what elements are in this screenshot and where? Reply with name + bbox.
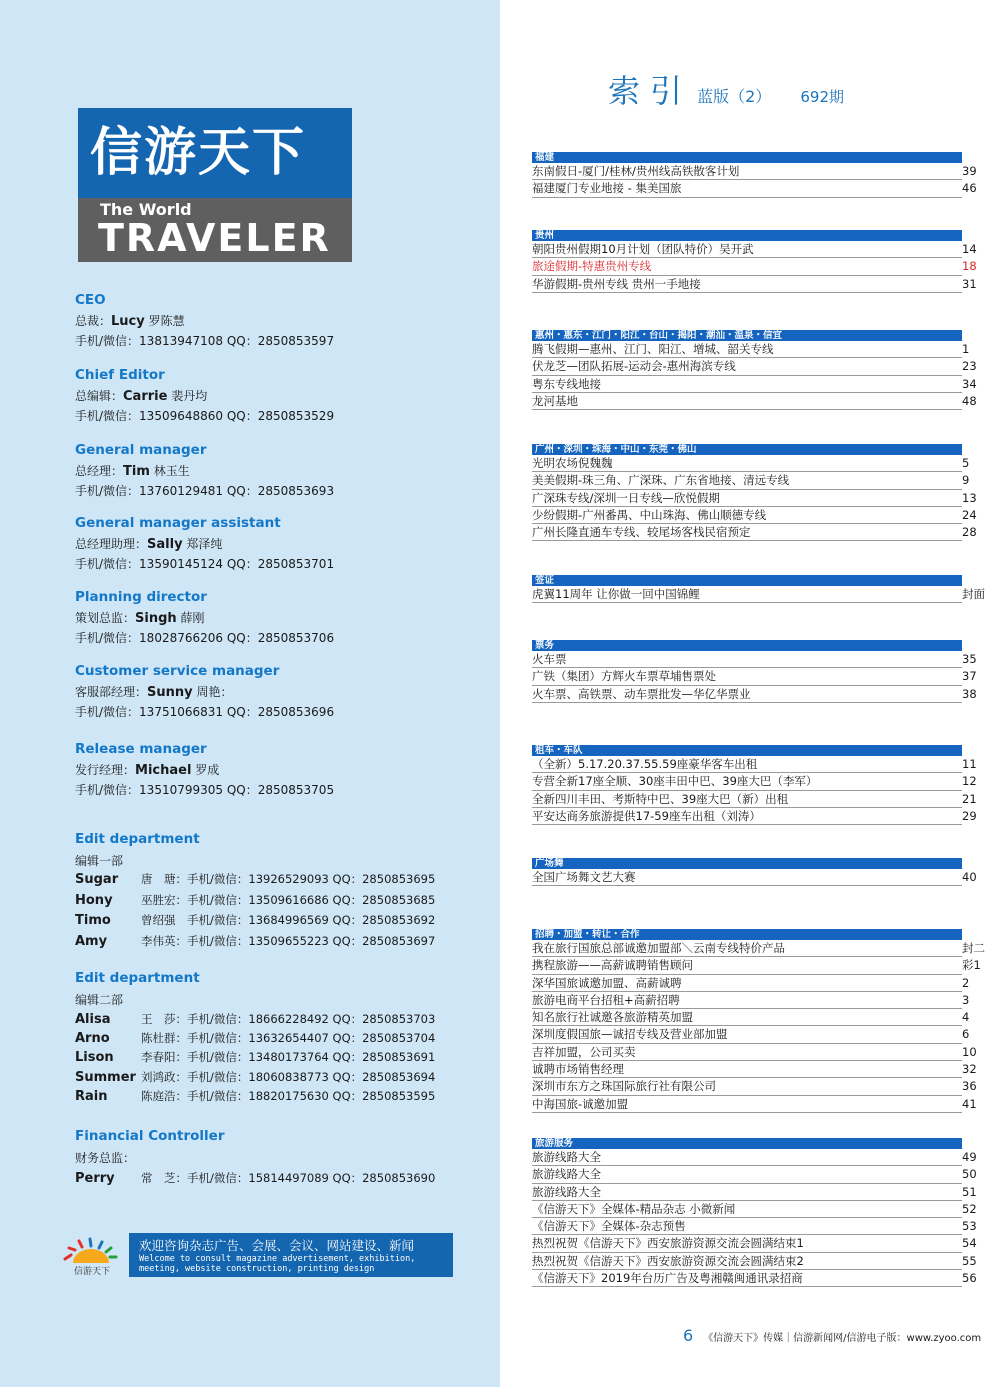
index-entry[interactable] — [532, 455, 970, 472]
entry-title: 旅游线路大全 — [532, 1184, 601, 1199]
page-title — [608, 66, 844, 112]
index-entry[interactable] — [532, 507, 977, 524]
entry-page: 48 — [962, 393, 977, 408]
entry-page: 38 — [962, 686, 977, 701]
title-issue: 692期 — [800, 88, 845, 106]
index-entry[interactable] — [532, 490, 977, 507]
member-info: 陈庭浩：手机/微信：18820175630 QQ：2850853595 — [141, 1088, 436, 1103]
category-header: 招聘・加盟・转让・合作 — [532, 929, 962, 940]
page-footer — [683, 1326, 981, 1345]
index-entry[interactable] — [532, 393, 977, 410]
entry-page: 3 — [962, 992, 970, 1007]
finance-title: Financial Controller — [75, 1128, 225, 1144]
entry-page: 24 — [962, 507, 977, 522]
index-entry[interactable] — [532, 1218, 977, 1235]
member-row — [75, 912, 435, 928]
entry-title: 东南假日-厦门/桂林/贵州线高铁散客计划 — [532, 164, 740, 178]
member-name: Amy — [75, 933, 108, 949]
entry-title: 广深珠专线/深圳一日专线—欣悦假期 — [532, 490, 720, 505]
entry-page: 21 — [962, 791, 977, 806]
member-row — [75, 1049, 435, 1065]
page-number: 6 — [683, 1326, 694, 1345]
index-entry[interactable] — [532, 1149, 977, 1166]
entry-page: 36 — [962, 1079, 977, 1094]
index-entry[interactable] — [532, 1166, 977, 1183]
member-info: 李伟英：手机/微信：13509655223 QQ：2850853697 — [141, 933, 436, 948]
finance-member — [75, 1170, 435, 1186]
entry-title: 旅途假期-特惠贵州专线 — [532, 259, 652, 274]
index-entry[interactable] — [532, 686, 977, 703]
entry-page: 4 — [962, 1010, 970, 1025]
member-name: Summer — [75, 1069, 136, 1085]
member-info: 刘鸿政：手机/微信：18060838773 QQ：2850853694 — [141, 1069, 436, 1084]
category-header: 租车・车队 — [532, 745, 962, 756]
entry-page: 52 — [962, 1201, 977, 1216]
entry-title: 朝阳贵州假期10月计划（团队特价）吴开武 — [532, 242, 754, 256]
category-header: 广州・深圳・珠海・中山・东莞・佛山 — [532, 444, 962, 455]
staff-role-line: 发行经理：Michael 罗成 — [75, 763, 220, 778]
index-entry[interactable] — [532, 773, 977, 790]
entry-page: 13 — [962, 490, 977, 505]
entry-page: 53 — [962, 1219, 977, 1234]
entry-title: 少纷假期-广州番禺、中山珠海、佛山顺德专线 — [532, 507, 767, 522]
entry-title: 旅游电商平台招租+高薪招聘 — [532, 992, 680, 1007]
staff-role-line: 总经理：Tim 林玉生 — [75, 464, 190, 479]
index-entry[interactable] — [532, 808, 977, 825]
staff-role-line: 总编辑：Carrie 裴丹均 — [75, 389, 208, 404]
entry-page: 18 — [962, 259, 977, 274]
magazine-logo — [78, 108, 352, 262]
index-entry[interactable] — [532, 341, 970, 358]
member-row — [75, 1088, 435, 1104]
entry-title: 旅游线路大全 — [532, 1167, 601, 1182]
entry-page: 9 — [962, 473, 970, 488]
index-entry[interactable] — [532, 651, 977, 668]
staff-title: Planning director — [75, 589, 207, 605]
index-entry[interactable] — [532, 975, 970, 992]
index-entry[interactable] — [532, 376, 977, 393]
member-name: Arno — [75, 1031, 110, 1047]
logo-line2: TRAVELER — [98, 216, 331, 260]
entry-page: 6 — [962, 1027, 970, 1042]
title-main: 索引 — [608, 72, 693, 110]
index-category — [532, 330, 977, 410]
entry-title: 深圳市东方之珠国际旅行社有限公司 — [532, 1079, 716, 1094]
entry-title: 广州长隆直通车专线、较尾场客栈民宿预定 — [532, 525, 751, 540]
entry-title: 粤东专线地接 — [532, 376, 601, 391]
member-row — [75, 1011, 435, 1027]
entry-page: 40 — [962, 870, 977, 884]
index-category — [532, 1138, 977, 1287]
member-info: 曾绍强 手机/微信：13684996569 QQ：2850853692 — [141, 913, 436, 927]
entry-title: 腾飞假期—惠州、江门、阳江、增城、韶关专线 — [532, 342, 774, 356]
index-entry[interactable] — [532, 1078, 977, 1095]
entry-title: 全新四川丰田、考斯特中巴、39座大巴（新）出租 — [532, 791, 789, 806]
member-info: 李春阳：手机/微信：13480173764 QQ：2850853691 — [141, 1050, 436, 1065]
entry-title: 全国广场舞文艺大赛 — [532, 870, 636, 884]
entry-page: 29 — [962, 808, 977, 823]
edit2-title: Edit department — [75, 970, 200, 986]
entry-page: 28 — [962, 525, 977, 540]
index-entry[interactable] — [532, 940, 985, 957]
ad-text-en: Welcome to consult magazine advertisement, exhibition, meeting, website construction, printing design — [139, 1254, 416, 1274]
entry-title: 广铁（集团）方辉火车票草埔售票处 — [532, 669, 716, 684]
edit2-sub: 编辑二部 — [75, 993, 124, 1007]
entry-title: 美美假期-珠三角、广深珠、广东省地接、清远专线 — [532, 473, 790, 488]
entry-title: 福建厦门专业地接 - 集美国旅 — [532, 181, 682, 196]
index-category — [532, 152, 977, 198]
entry-page: 1 — [962, 342, 970, 356]
entry-page: 37 — [962, 669, 977, 684]
index-entry[interactable] — [532, 1026, 970, 1043]
member-info: 巫胜宏：手机/微信：13509616686 QQ：2850853685 — [141, 892, 436, 907]
index-category — [532, 858, 977, 886]
entry-page: 39 — [962, 164, 977, 178]
index-category — [532, 230, 977, 293]
index-entry[interactable] — [532, 756, 977, 773]
member-name: Hony — [75, 892, 113, 908]
staff-name: Carrie — [123, 389, 168, 404]
entry-page: 23 — [962, 359, 977, 374]
ad-text-cn: 欢迎咨询杂志广告、会展、会议、网站建设、新闻 — [139, 1238, 415, 1253]
index-entry[interactable] — [532, 1061, 977, 1078]
member-name: Lison — [75, 1050, 114, 1066]
edit1-title: Edit department — [75, 831, 200, 847]
entry-page: 46 — [962, 181, 977, 196]
index-category — [532, 640, 977, 703]
entry-page: 56 — [962, 1271, 977, 1286]
index-entry[interactable] — [532, 1235, 977, 1252]
member-name: Rain — [75, 1088, 108, 1104]
title-edition: 蓝版（2） — [697, 87, 772, 106]
index-entry[interactable] — [532, 241, 977, 258]
index-entry[interactable] — [532, 180, 977, 197]
member-row — [75, 871, 435, 887]
edit1-sub: 编辑一部 — [75, 854, 124, 868]
svg-text:信游天下: 信游天下 — [73, 1267, 111, 1277]
index-entry[interactable] — [532, 472, 970, 489]
member-row — [75, 892, 435, 908]
index-entry[interactable] — [532, 163, 977, 180]
category-header: 福建 — [532, 152, 962, 163]
staff-contact: 手机/微信：18028766206 QQ：2850853706 — [75, 631, 335, 645]
category-header: 票务 — [532, 640, 962, 651]
entry-page: 50 — [962, 1167, 977, 1182]
entry-title: 火车票、高铁票、动车票批发—华亿华票业 — [532, 686, 751, 701]
entry-page: 51 — [962, 1184, 977, 1199]
index-entry[interactable] — [532, 668, 977, 685]
staff-name: Sally — [147, 537, 183, 552]
finance-name: Perry — [75, 1171, 115, 1186]
staff-title: General manager assistant — [75, 515, 281, 531]
staff-role-line: 客服部经理：Sunny 周艳： — [75, 685, 233, 700]
staff-contact: 手机/微信：13590145124 QQ：2850853701 — [75, 557, 335, 571]
staff-contact: 手机/微信：13509648860 QQ：2850853529 — [75, 409, 335, 423]
entry-title: 携程旅游——高薪诚聘销售顾问 — [532, 958, 693, 973]
staff-name: Tim — [123, 464, 150, 479]
member-row — [75, 1069, 435, 1085]
category-header: 签证 — [532, 575, 962, 586]
sun-logo-icon — [55, 1233, 129, 1277]
index-entry[interactable] — [532, 358, 977, 375]
entry-title: 我在旅行国旅总部诚邀加盟部＼云南专线特价产品 — [532, 941, 785, 955]
staff-contact: 手机/微信：13510799305 QQ：2850853705 — [75, 783, 335, 797]
staff-contact: 手机/微信：13751066831 QQ：2850853696 — [75, 705, 335, 719]
entry-title: 知名旅行社诚邀各旅游精英加盟 — [532, 1010, 693, 1025]
entry-title: 吉祥加盟，公司买卖 — [532, 1044, 636, 1059]
member-name: Timo — [75, 913, 111, 928]
entry-title: 火车票 — [532, 652, 567, 666]
entry-title: 平安达商务旅游提供17-59座车出租（刘涛） — [532, 808, 761, 823]
index-entry[interactable] — [532, 791, 977, 808]
entry-page: 彩1 — [962, 958, 981, 973]
index-entry[interactable] — [532, 586, 985, 603]
category-header: 贵州 — [532, 230, 962, 241]
index-entry[interactable] — [532, 276, 977, 293]
entry-page: 54 — [962, 1236, 977, 1251]
ad-banner — [55, 1233, 453, 1277]
entry-title: 诚聘市场销售经理 — [532, 1062, 624, 1077]
entry-title: 华游假期-贵州专线 贵州一手地接 — [532, 276, 701, 291]
entry-page: 55 — [962, 1253, 977, 1268]
entry-title: 《信游天下》全媒体-精品杂志 小微新闻 — [532, 1201, 736, 1216]
staff-name: Sunny — [147, 685, 193, 700]
entry-title: 光明农场倪魏魏 — [532, 456, 613, 470]
entry-page: 5 — [962, 456, 970, 470]
index-entry[interactable] — [532, 869, 977, 886]
finance-sub: 财务总监： — [75, 1151, 136, 1165]
category-header: 惠州・惠东・江门・阳江・台山・揭阳・潮汕・温泉・信宜 — [532, 330, 962, 341]
staff-title: Release manager — [75, 741, 207, 757]
entry-page: 14 — [962, 242, 977, 256]
entry-title: 虎翼11周年 让你做一回中国锦鲤 — [532, 587, 700, 601]
member-row — [75, 933, 435, 949]
entry-title: （全新）5.17.20.37.55.59座豪华客车出租 — [532, 757, 758, 771]
index-entry[interactable] — [532, 1009, 970, 1026]
member-row — [75, 1030, 435, 1046]
staff-title: General manager — [75, 442, 207, 458]
staff-contact: 手机/微信：13760129481 QQ：2850853693 — [75, 484, 335, 498]
index-entry[interactable] — [532, 957, 981, 974]
entry-page: 31 — [962, 276, 977, 291]
entry-page: 11 — [962, 757, 977, 771]
index-entry[interactable] — [532, 1270, 977, 1287]
staff-contact: 手机/微信：13813947108 QQ：2850853597 — [75, 334, 335, 348]
index-category — [532, 929, 985, 1113]
entry-page: 2 — [962, 975, 970, 990]
member-info: 唐 瑭：手机/微信：13926529093 QQ：2850853695 — [141, 872, 436, 886]
entry-page: 10 — [962, 1044, 977, 1059]
index-category — [532, 575, 985, 603]
staff-role-line: 总经理助理：Sally 郑泽纯 — [75, 537, 223, 552]
member-info: 王 莎：手机/微信：18666228492 QQ：2850853703 — [141, 1012, 436, 1026]
index-entry[interactable] — [532, 524, 977, 541]
entry-page: 35 — [962, 652, 977, 666]
index-entry[interactable] — [532, 258, 977, 275]
entry-page: 41 — [962, 1096, 977, 1111]
entry-title: 中海国旅-诚邀加盟 — [532, 1096, 629, 1111]
category-header: 广场舞 — [532, 858, 962, 869]
staff-name: Lucy — [111, 314, 145, 329]
staff-role-line: 策划总监：Singh 薛刚 — [75, 611, 205, 626]
logo-cn: 信游天下 — [78, 108, 352, 198]
entry-title: 《信游天下》全媒体-杂志预售 — [532, 1219, 686, 1234]
entry-title: 《信游天下》2019年台历广告及粤湘赣闽通讯录招商 — [532, 1271, 803, 1286]
staff-title: Customer service manager — [75, 663, 280, 679]
index-category — [532, 745, 977, 825]
entry-title: 伏龙芝—团队拓展-运动会-惠州海滨专线 — [532, 359, 736, 374]
staff-name: Michael — [135, 763, 192, 778]
member-name: Alisa — [75, 1012, 111, 1027]
staff-title: Chief Editor — [75, 367, 165, 383]
entry-page: 34 — [962, 376, 977, 391]
index-entry[interactable] — [532, 1044, 977, 1061]
logo-line1: The World — [100, 200, 192, 219]
entry-page: 封面 — [962, 587, 985, 601]
entry-page: 12 — [962, 774, 977, 789]
index-entry[interactable] — [532, 1201, 977, 1218]
member-info: 陈杜群：手机/微信：13632654407 QQ：2850853704 — [141, 1031, 436, 1046]
index-category — [532, 444, 977, 541]
entry-title: 深华国旅诚邀加盟、高薪诚聘 — [532, 975, 682, 990]
index-entry[interactable] — [532, 1253, 977, 1270]
entry-title: 热烈祝贺《信游天下》西安旅游资源交流会圆满结束2 — [532, 1253, 804, 1268]
staff-role-line: 总裁：Lucy 罗陈慧 — [75, 314, 185, 329]
entry-page: 32 — [962, 1062, 977, 1077]
member-name: Sugar — [75, 872, 119, 887]
entry-page: 封二 — [962, 941, 985, 955]
entry-title: 龙河基地 — [532, 393, 578, 408]
staff-name: Singh — [135, 611, 177, 626]
entry-title: 专营全新17座全顺、30座丰田中巴、39座大巴（李军） — [532, 774, 818, 789]
category-header: 旅游服务 — [532, 1138, 962, 1149]
index-entry[interactable] — [532, 1096, 977, 1113]
entry-title: 旅游线路大全 — [532, 1150, 601, 1164]
entry-title: 热烈祝贺《信游天下》西安旅游资源交流会圆满结束1 — [532, 1236, 804, 1251]
index-entry[interactable] — [532, 1184, 977, 1201]
staff-title: CEO — [75, 292, 106, 308]
index-entry[interactable] — [532, 992, 970, 1009]
footer-text: 《信游天下》传媒｜信游新闻网/信游电子版：www.zyoo.com — [703, 1333, 982, 1344]
entry-title: 深圳度假国旅—诚招专线及营业部加盟 — [532, 1027, 728, 1042]
finance-info: 常 芝：手机/微信：15814497089 QQ：2850853690 — [141, 1171, 436, 1185]
entry-page: 49 — [962, 1150, 977, 1164]
